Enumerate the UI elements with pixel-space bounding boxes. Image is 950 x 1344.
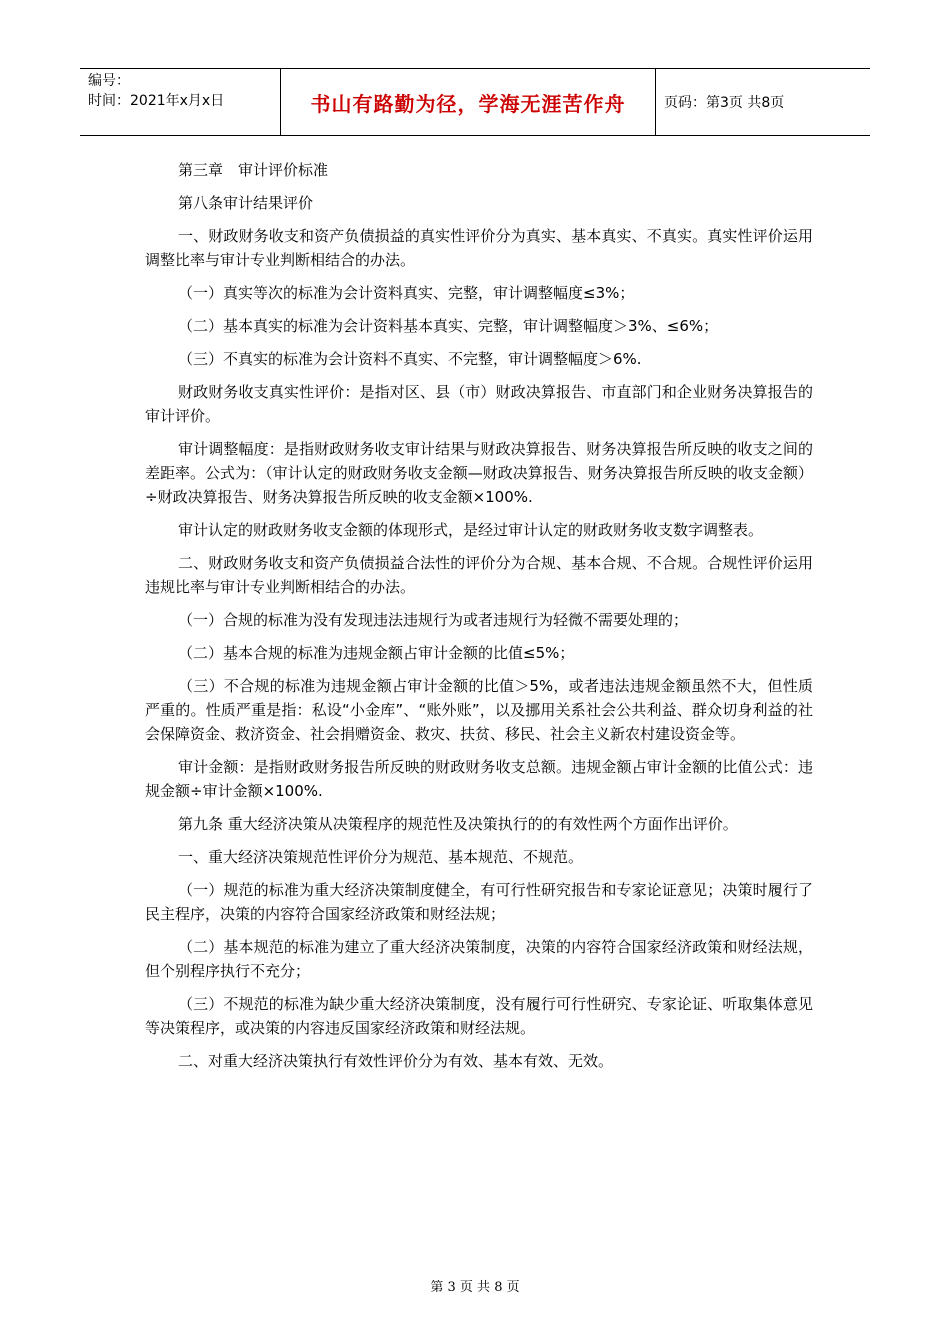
page-footer: 第 3 页 共 8 页 — [430, 1280, 520, 1295]
document-body — [145, 158, 813, 1082]
body-paragraph: 审计认定的财政财务收支金额的体现形式，是经过审计认定的财政财务收支数字调整表。 — [178, 521, 764, 539]
body-paragraph: （二）基本合规的标准为违规金额占审计金额的比值≤5%； — [178, 644, 575, 662]
body-paragraph: 财政财务收支真实性评价：是指对区、县（市）财政决算报告、市直部门和企业财务决算报告的审计评价。 — [145, 383, 813, 425]
body-paragraph: （二）基本规范的标准为建立了重大经济决策制度，决策的内容符合国家经济政策和财经法规，但个别程序执行不充分； — [145, 938, 813, 980]
chapter-heading: 第三章 审计评价标准 — [178, 161, 329, 179]
body-paragraph: （三）不规范的标准为缺少重大经济决策制度，没有履行可行性研究、专家论证、听取集体意见等决策程序，或决策的内容违反国家经济政策和财经法规。 — [145, 995, 813, 1037]
body-paragraph: 审计金额：是指财政财务报告所反映的财政财务收支总额。违规金额占审计金额的比值公式：违规金额÷审计金额×100%. — [145, 758, 813, 800]
body-paragraph: （三）不合规的标准为违规金额占审计金额的比值＞5%，或者违法违规金额虽然不大，但性质严重的。性质严重是指：私设“小金库”、“账外账”，以及挪用关系社会公共利益、群众切身利益的社会保障资金、救济资金、社会捐赠资金、救灾、扶贫、移民、社会主义新农村建设资金等。 — [145, 677, 813, 743]
header-number-label: 编号： — [88, 73, 130, 89]
header-date-label: 时间：2021年x月x日 — [88, 93, 225, 109]
body-paragraph: 一、重大经济决策规范性评价分为规范、基本规范、不规范。 — [178, 848, 584, 866]
header-motto: 书山有路勤为径，学海无涯苦作舟 — [280, 69, 656, 135]
header-page-label: 页码：第3页 共8页 — [664, 95, 785, 111]
body-paragraph: （二）基本真实的标准为会计资料基本真实、完整，审计调整幅度＞3%、≤6%； — [178, 317, 719, 335]
body-paragraph: （三）不真实的标准为会计资料不真实、不完整，审计调整幅度＞6%. — [178, 350, 642, 368]
article-heading: 第八条审计结果评价 — [178, 194, 314, 212]
body-paragraph: 审计调整幅度：是指财政财务收支审计结果与财政决算报告、财务决算报告所反映的收支之间的差距率。公式为：（审计认定的财政财务收支金额—财政决算报告、财务决算报告所反映的收支金额）÷财政决算报告、财务决算报告所反映的收支金额×100%. — [145, 440, 813, 506]
body-paragraph: 一、财政财务收支和资产负债损益的真实性评价分为真实、基本真实、不真实。真实性评价运用调整比率与审计专业判断相结合的办法。 — [145, 227, 813, 269]
body-paragraph: 二、财政财务收支和资产负债损益合法性的评价分为合规、基本合规、不合规。合规性评价运用违规比率与审计专业判断相结合的办法。 — [145, 554, 813, 596]
article-heading: 第九条 重大经济决策从决策程序的规范性及决策执行的的有效性两个方面作出评价。 — [178, 815, 738, 833]
body-paragraph: 二、对重大经济决策执行有效性评价分为有效、基本有效、无效。 — [178, 1052, 614, 1070]
body-paragraph: （一）真实等次的标准为会计资料真实、完整，审计调整幅度≤3%； — [178, 284, 635, 302]
body-paragraph: （一）合规的标准为没有发现违法违规行为或者违规行为轻微不需要处理的； — [178, 611, 689, 629]
page-header — [80, 68, 870, 136]
body-paragraph: （一）规范的标准为重大经济决策制度健全，有可行性研究报告和专家论证意见；决策时履行了民主程序，决策的内容符合国家经济政策和财经法规； — [145, 881, 813, 923]
header-meta — [80, 69, 280, 135]
